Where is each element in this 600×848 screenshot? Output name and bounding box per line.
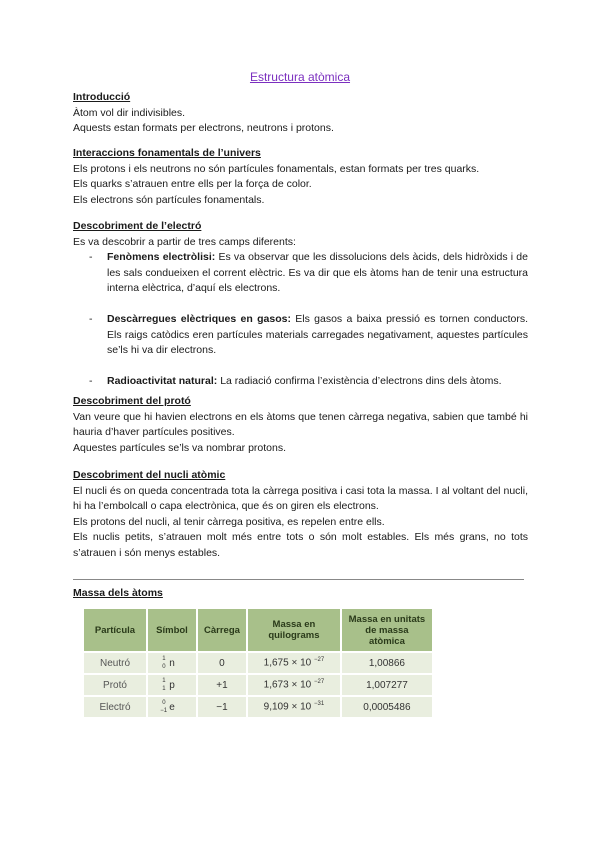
mass-table: [82, 607, 434, 719]
cell-symbol: [148, 697, 196, 717]
list-text: La radiació confirma l’existència d’electrons dins dels àtoms.: [217, 375, 502, 387]
cell-mass-u: 1,00866: [342, 653, 432, 673]
list-item: [73, 312, 528, 359]
paragraph-line: Aquests estan formats per electrons, neutrons i protons.: [73, 122, 334, 134]
cell-symbol: [148, 653, 196, 673]
document-title: Estructura atòmica: [249, 70, 351, 84]
paragraph-line: El nucli és on queda concentrada tota la càrrega positiva i casi tota la massa. I al voltant del nucli, hi ha l’embolcall o capa electrònica, que és on giren els electrons.: [73, 484, 528, 512]
cell-mass-kg: 1,673 × 10 $^{-27}$: [248, 675, 340, 695]
section-heading: Descobriment del protó: [73, 395, 191, 407]
section-interactions: [73, 146, 528, 208]
header-mass-kg: Massa en quilograms: [248, 609, 340, 651]
header-charge: Càrrega: [198, 609, 246, 651]
discovery-list: [73, 250, 528, 390]
list-item: [73, 374, 528, 390]
particle-symbol: 0 −1 e: [160, 699, 175, 714]
cell-mass-kg: 9,109 × 10 $^{-31}$: [248, 697, 340, 717]
section-intro: [73, 90, 528, 137]
cell-charge: −1: [198, 697, 246, 717]
list-bullet: -: [89, 313, 93, 325]
paragraph-line: Els protons del nucli, al tenir càrrega positiva, es repelen entre ells.: [73, 515, 385, 528]
table-row: [84, 653, 432, 673]
particle-symbol: 1 0 n: [162, 655, 175, 670]
list-term: Radioactivitat natural:: [107, 375, 218, 387]
cell-charge: 0: [198, 653, 246, 673]
section-proton: [73, 394, 528, 456]
cell-charge: +1: [198, 675, 246, 695]
cell-symbol: [148, 675, 196, 695]
cell-mass-u: 1,007277: [342, 675, 432, 695]
cell-mass-u: 0,0005486: [342, 697, 432, 717]
list-item: [73, 250, 528, 297]
header-mass-u: Massa en unitats de massa atòmica: [342, 609, 432, 651]
spacer: [73, 359, 528, 375]
paragraph-line: Els nuclis petits, s’atrauen molt més entre tots o són molt estables. Els més grans, no tots s’atrauen i són menys estables.: [73, 531, 528, 559]
cell-particle: Neutró: [84, 653, 146, 673]
header-particle: Partícula: [84, 609, 146, 651]
table-row: [84, 675, 432, 695]
section-heading: Interaccions fonamentals de l’univers: [73, 147, 261, 159]
section-heading: Descobriment del nucli atòmic: [73, 469, 226, 481]
paragraph-line: Els electrons són partícules fonamentals.: [73, 193, 265, 206]
particle-symbol: 1 1 p: [162, 677, 175, 692]
paragraph-line: Els quarks s’atrauen entre ells per la força de color.: [73, 178, 312, 190]
list-term: Descàrregues elèctriques en gasos:: [107, 313, 291, 325]
paragraph-line: Van veure que hi havien electrons en els àtoms que tenen càrrega negativa, sabien que també hi hauria d’haver partícules positives.: [73, 410, 528, 438]
section-heading: Introducció: [73, 91, 131, 103]
list-text: Els gasos a baixa pressió es tornen conductors. Els raigs catòdics eren partícules materials carregades negativament, aquestes partícules se’ls hi va dir electrons.: [107, 313, 528, 356]
header-symbol: Símbol: [148, 609, 196, 651]
list-term: Fenòmens electròlisi:: [107, 251, 216, 263]
paragraph-line: Aquestes partícules se’ls va nombrar protons.: [73, 441, 287, 454]
list-bullet: -: [89, 375, 93, 387]
section-nucleus: [73, 468, 528, 561]
paragraph-line: Es va descobrir a partir de tres camps diferents:: [73, 235, 296, 248]
list-text: Es va observar que les dissolucions dels àcids, dels hidròxids i de les sals condueixen el corrent elèctric. Es va dir que els àtoms han de tenir una estructura interna elèctrica, d’aquí els electrons.: [107, 251, 528, 294]
cell-particle: Electró: [84, 697, 146, 717]
horizontal-divider: [73, 579, 524, 580]
spacer: [73, 297, 528, 313]
table-title: Massa dels àtoms: [73, 587, 163, 599]
paragraph-line: Els protons i els neutrons no són partícules fonamentals, estan formats per tres quarks.: [73, 162, 480, 175]
cell-particle: Protó: [84, 675, 146, 695]
paragraph-line: Àtom vol dir indivisibles.: [73, 106, 186, 119]
section-electron: [73, 219, 528, 390]
table-row: [84, 697, 432, 717]
section-heading: Descobriment de l’electró: [73, 220, 202, 232]
table-header-row: [84, 609, 432, 651]
list-bullet: -: [89, 251, 93, 263]
cell-mass-kg: 1,675 × 10 $^{-27}$: [248, 653, 340, 673]
